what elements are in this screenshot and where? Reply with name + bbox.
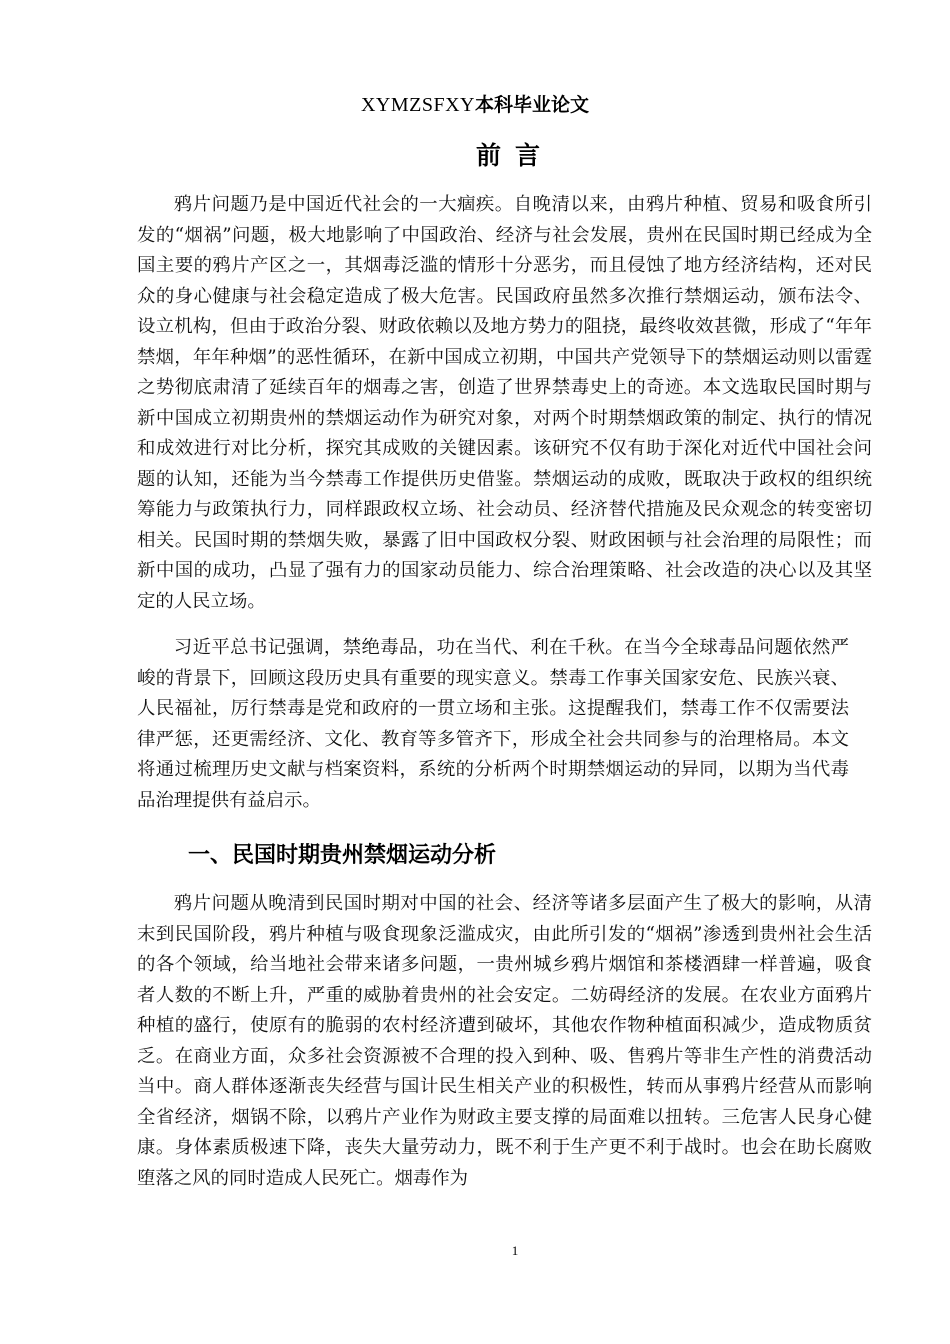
running-header [0, 90, 950, 117]
header-label: 本科毕业论文 [475, 94, 590, 116]
page-title: 前言 [475, 141, 554, 170]
section-heading: 一、民国时期贵州禁烟运动分析 [188, 843, 497, 868]
page-number: 1 [511, 1243, 519, 1258]
header-code: XYMZSFXY [360, 94, 475, 116]
body-paragraph-2: 习近平总书记强调，禁绝毒品，功在当代、利在千秋。在当今全球毒品问题依然严峻的背景下，回顾这段历史具有重要的现实意义。禁毒工作事关国家安危、民族兴衰、人民福祉，厉行禁毒是党和政府的一贯立场和主张。这提醒我们，禁毒工作不仅需要法律严惩，还更需经济、文化、教育等多管齐下，形成全社会共同参与的治理格局。本文将通过梳理历史文献与档案资料，系统的分析两个时期禁烟运动的异同，以期为当代毒品治理提供有益启示。 [137, 637, 849, 811]
body-paragraph-3: 鸦片问题从晚清到民国时期对中国的社会、经济等诸多层面产生了极大的影响，从清末到民国阶段，鸦片种植与吸食现象泛滥成灾，由此所引发的“烟祸”渗透到贵州社会生活的各个领域，给当地社会带来诸多问题，一贵州城乡鸦片烟馆和茶楼酒肆一样普遍，吸食者人数的不断上升，严重的威胁着贵州的社会安定。二妨碍经济的发展。在农业方面鸦片种植的盛行，使原有的脆弱的农村经济遭到破坏，其他农作物种植面积减少，造成物质贫乏。在商业方面，众多社会资源被不合理的投入到种、吸、售鸦片等非生产性的消费活动当中。商人群体逐渐丧失经营与国计民生相关产业的积极性，转而从事鸦片经营从而影响全省经济，烟锅不除，以鸦片产业作为财政主要支撑的局面难以扭转。三危害人民身心健康。身体素质极速下降，丧失大量劳动力，既不利于生产更不利于战时。也会在助长腐败堕落之风的同时造成人民死亡。烟毒作为 [137, 893, 872, 1189]
body-paragraph-1: 鸦片问题乃是中国近代社会的一大痼疾。自晚清以来，由鸦片种植、贸易和吸食所引发的“烟祸”问题，极大地影响了中国政治、经济与社会发展，贵州在民国时期已经成为全国主要的鸦片产区之一，其烟毒泛滥的情形十分恶劣，而且侵蚀了地方经济结构，还对民众的身心健康与社会稳定造成了极大危害。民国政府虽然多次推行禁烟运动，颁布法令、设立机构，但由于政治分裂、财政依赖以及地方势力的阻挠，最终收效甚微，形成了“年年禁烟，年年种烟”的恶性循环，在新中国成立初期，中国共产党领导下的禁烟运动则以雷霆之势彻底肃清了延续百年的烟毒之害，创造了世界禁毒史上的奇迹。本文选取民国时期与新中国成立初期贵州的禁烟运动作为研究对象，对两个时期禁烟政策的制定、执行的情况和成效进行对比分析，探究其成败的关键因素。该研究不仅有助于深化对近代中国社会问题的认知，还能为当今禁毒工作提供历史借鉴。禁烟运动的成败，既取决于政权的组织统筹能力与政策执行力，同样跟政权立场、社会动员、经济替代措施及民众观念的转变密切相关。民国时期的禁烟失败，暴露了旧中国政权分裂、财政困顿与社会治理的局限性；而新中国的成功，凸显了强有力的国家动员能力、综合治理策略、社会改造的决心以及其坚定的人民立场。 [137, 194, 872, 612]
